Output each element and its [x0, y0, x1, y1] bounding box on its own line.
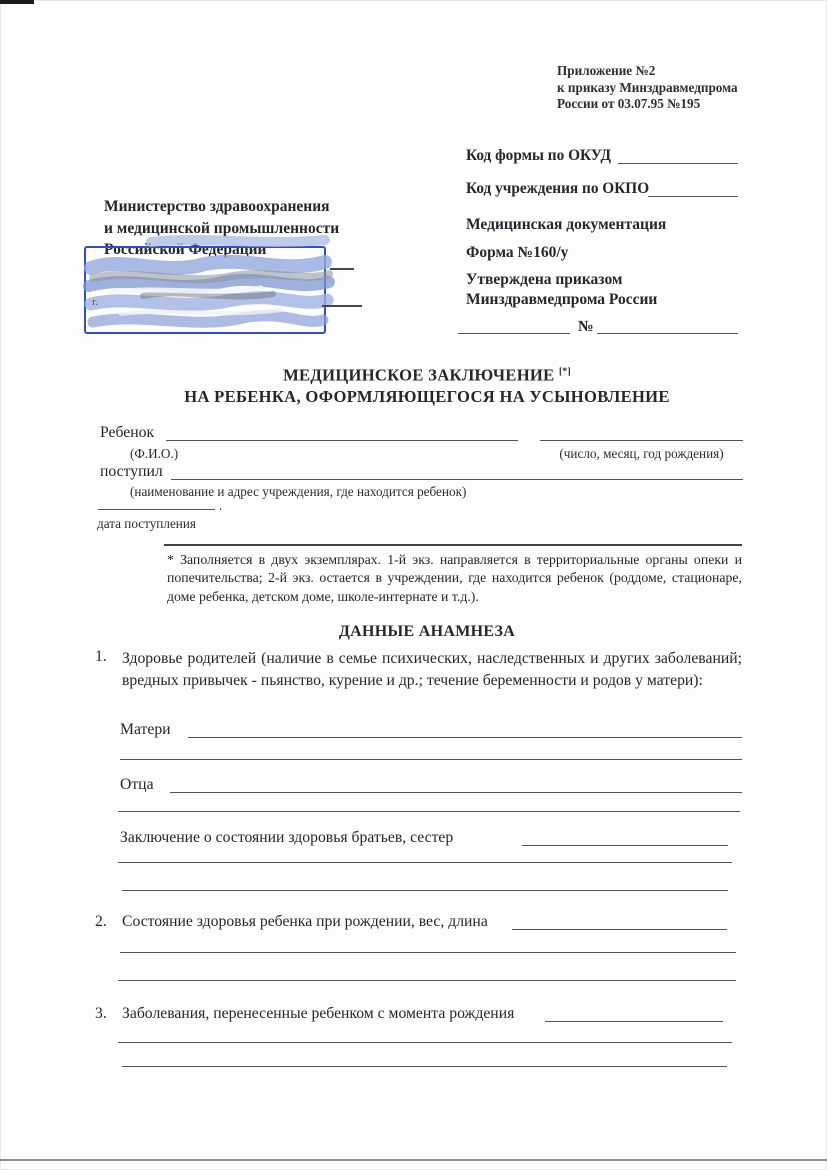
appendix-line-3: России от 03.07.95 №195 [557, 96, 701, 111]
med-doc-label: Медицинская документация [466, 216, 667, 233]
institution-field-line[interactable] [171, 479, 743, 480]
redaction-scribble [81, 234, 335, 346]
scan-edge-artifact [0, 1159, 827, 1161]
item-1-number: 1. [95, 648, 107, 665]
appendix-header [557, 63, 738, 113]
redacted-stamp-box [84, 246, 326, 334]
admission-date-dot: . [219, 498, 223, 513]
order-number-field-line[interactable] [597, 333, 738, 334]
ministry-line-3: Российской Федерации [104, 241, 267, 258]
title-line-1 [27, 362, 827, 386]
footnote-text: * Заполняется в двух экземплярах. 1-й экз. направляется в территориальные органы опеки и попечительства; 2-й экз. остается в учреждении, где находится ребенок (роддоме, стационаре, доме ребенка, детском доме, школе-интернате и т.д.). [167, 552, 742, 604]
child-label: Ребенок [100, 424, 155, 441]
birth-date-hint: (число, месяц, год рождения) [559, 446, 724, 461]
mother-field-line-2[interactable] [120, 759, 742, 760]
appendix-line-1: Приложение №2 [557, 63, 656, 78]
institution-hint: (наименование и адрес учреждения, где находится ребенок) [130, 484, 467, 499]
mother-field-line[interactable] [188, 737, 742, 738]
stamp-tick-mark [330, 268, 354, 270]
okpo-label: Код учреждения по ОКПО [466, 180, 650, 197]
order-date-field-line[interactable] [458, 333, 570, 334]
item-2-number: 2. [95, 913, 107, 930]
approved-block [466, 270, 657, 310]
father-field-line[interactable] [170, 792, 742, 793]
item-2-field-line-3[interactable] [118, 980, 736, 981]
admitted-label: поступил [100, 463, 163, 480]
okpo-field-line[interactable] [648, 196, 738, 197]
okud-field-line[interactable] [618, 163, 738, 164]
siblings-field-line-3[interactable] [122, 890, 728, 891]
title-footnote-marker: [*] [558, 367, 571, 377]
item-3-field-line-3[interactable] [122, 1066, 727, 1067]
stamp-text-fragment: г. [92, 296, 99, 308]
footnote-separator [164, 544, 742, 546]
siblings-label: Заключение о состоянии здоровья братьев, сестер [120, 829, 454, 846]
title-text: МЕДИЦИНСКОЕ ЗАКЛЮЧЕНИЕ [283, 365, 555, 385]
anamnesis-section-title: ДАННЫЕ АНАМНЕЗА [338, 623, 516, 640]
admission-date-field-line[interactable] [98, 509, 215, 510]
scan-corner-artifact [0, 0, 34, 4]
appendix-line-2: к приказу Минздравмедпрома [557, 79, 738, 95]
approved-line-2: Минздравмедпрома России [466, 291, 658, 308]
item-2-field-line-2[interactable] [120, 952, 736, 953]
item-2-text: Состояние здоровья ребенка при рождении, вес, длина [122, 913, 488, 930]
child-name-field-line[interactable] [166, 440, 518, 441]
admission-date-label: дата поступления [97, 516, 196, 531]
father-field-line-2[interactable] [118, 811, 740, 812]
ministry-line-2: и медицинской промышленности [104, 219, 340, 237]
siblings-field-line-2[interactable] [118, 862, 732, 863]
form-number: Форма №160/у [466, 244, 569, 261]
birth-date-field-line[interactable] [540, 440, 743, 441]
stamp-tick-mark [322, 305, 362, 307]
ministry-line-1: Министерство здравоохранения [104, 198, 330, 215]
mother-label: Матери [120, 721, 171, 738]
item-3-field-line-2[interactable] [118, 1042, 732, 1043]
okud-label: Код формы по ОКУД [466, 147, 611, 164]
number-sign: № [578, 318, 594, 335]
item-3-text: Заболевания, перенесенные ребенком с момента рождения [122, 1005, 515, 1022]
item-3-number: 3. [95, 1005, 107, 1022]
approved-line-1: Утверждена приказом [466, 271, 623, 288]
siblings-field-line[interactable] [522, 845, 728, 846]
father-label: Отца [120, 776, 154, 793]
item-3-field-line[interactable] [545, 1021, 723, 1022]
item-2-field-line[interactable] [512, 929, 727, 930]
title-line-2: НА РЕБЕНКА, ОФОРМЛЯЮЩЕГОСЯ НА УСЫНОВЛЕНИЕ [184, 386, 670, 406]
item-1-text: Здоровье родителей (наличие в семье психических, наследственных и других заболеваний; вредных привычек - пьянство, курение и др.; течение беременности и родов у матери): [122, 650, 742, 690]
fio-hint: (Ф.И.О.) [130, 446, 179, 461]
document-title [27, 362, 827, 407]
